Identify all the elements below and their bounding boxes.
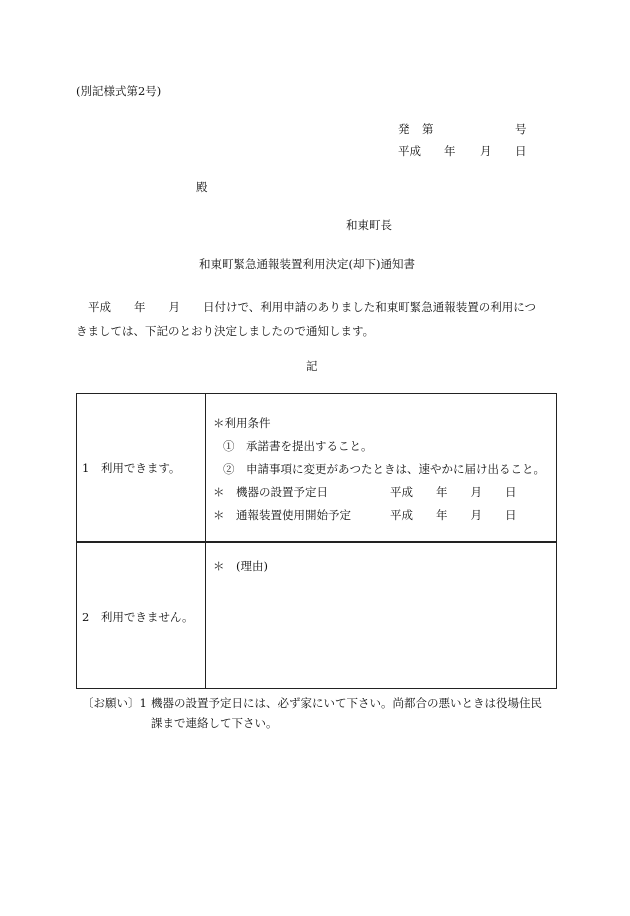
notes-line-1: 機器の設置予定日には、必ず家にいて下さい。尚都合の悪いときは役場住民 [151,696,542,710]
issue-month-label: 月 [480,144,492,158]
start-date-value: 平成 年 月 日 [390,508,517,522]
issuer: 和東町長 [346,218,392,232]
table-horizontal-divider [77,541,556,543]
issue-number-row [398,122,530,144]
row1-label: 1 利用できます。 [82,461,181,475]
body-text [76,295,566,343]
conditions-heading: ＊利用条件 [213,416,271,430]
row2-label: 2 利用できません。 [82,610,194,624]
ki-heading: 記 [306,359,318,373]
body-line-2: きましては、下記のとおり決定しましたので通知します。 [76,324,375,338]
notes-prefix: 〔お願い〕1 [82,696,147,710]
issue-number-block [398,122,530,166]
issue-day-label: 日 [515,144,527,158]
dai-label: 第 [422,122,434,136]
issue-year-label: 年 [444,144,456,158]
form-number: (別記様式第2号) [76,84,162,98]
notes-line-2: 課まで連絡して下さい。 [151,716,278,730]
reason-label: ＊ (理由) [213,559,268,573]
go-label: 号 [515,122,527,136]
condition-1: ① 承諾書を提出すること。 [223,439,373,453]
addressee: 殿 [196,180,208,194]
issue-date-row [398,144,530,166]
hatsu-label: 発 [398,122,410,136]
decision-table [76,393,557,689]
document-title: 和東町緊急通報装置利用決定(却下)通知書 [199,257,415,271]
body-line-1: 平成 年 月 日付けで、利用申請のありました和東町緊急通報装置の利用につ [88,300,537,314]
condition-2: ② 申請事項に変更があつたときは、速やかに届け出ること。 [223,462,545,476]
install-date-value: 平成 年 月 日 [390,485,517,499]
start-date-label: ＊ 通報装置使用開始予定 [213,508,351,522]
issue-era: 平成 [398,144,421,158]
install-date-label: ＊ 機器の設置予定日 [213,485,328,499]
